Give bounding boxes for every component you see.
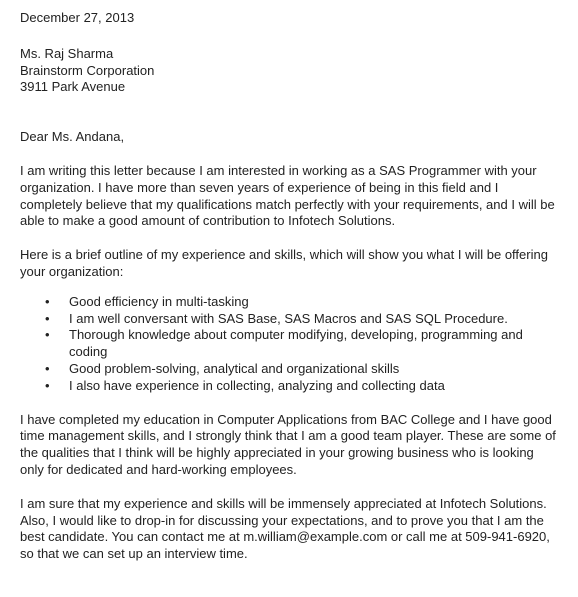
list-item-text: I also have experience in collecting, analyzing and collecting data [69,377,445,393]
recipient-address [20,46,560,96]
list-item [20,311,560,328]
skills-list [20,294,560,395]
cover-letter [20,10,560,580]
letter-date: December 27, 2013 [20,10,135,25]
contact-paragraph: I am sure that my experience and skills will be immensely appreciated at Infotech Solutions. Also, I would like to drop-in for discussing your expectations, and to prove you that I am the best candidate. You can contact me at m.william@example.com or call me at 509-941-6920, so that we can set up an interview time. [20,495,550,562]
intro-paragraph: I am writing this letter because I am interested in working as a SAS Programmer with your organization. I have more than seven years of experience of being in this field and I completely believe that my qualifications match perfectly with your requirements, and I will be able to make a good amount of contribution to Infotech Solutions. [20,162,555,229]
bullet-icon: • [45,360,50,376]
list-item-text: Good efficiency in multi-tasking [69,293,249,309]
list-item [20,294,560,311]
list-item [20,378,560,395]
list-item [20,327,560,361]
list-item-text: I am well conversant with SAS Base, SAS Macros and SAS SQL Procedure. [69,310,508,326]
bullet-icon: • [45,327,50,343]
salutation: Dear Ms. Andana, [20,129,125,145]
list-item [20,361,560,378]
outline-paragraph: Here is a brief outline of my experience and skills, which will show you what I will be offering your organization: [20,247,548,279]
recipient-company: Brainstorm Corporation [20,62,155,78]
bullet-icon: • [45,310,50,326]
bullet-icon: • [45,293,50,309]
list-item-text: Thorough knowledge about computer modifying, developing, programming and coding [69,327,523,360]
bullet-icon: • [45,377,50,393]
recipient-street: 3911 Park Avenue [20,79,126,95]
recipient-name: Ms. Raj Sharma [20,45,114,61]
education-paragraph: I have completed my education in Computer Applications from BAC College and I have good time management skills, and I strongly think that I am a good team player. These are some of the qualities that I think will be highly appreciated in your growing business who is looking only for dedicated and hard-working employees. [20,411,556,477]
list-item-text: Good problem-solving, analytical and organizational skills [69,360,400,376]
